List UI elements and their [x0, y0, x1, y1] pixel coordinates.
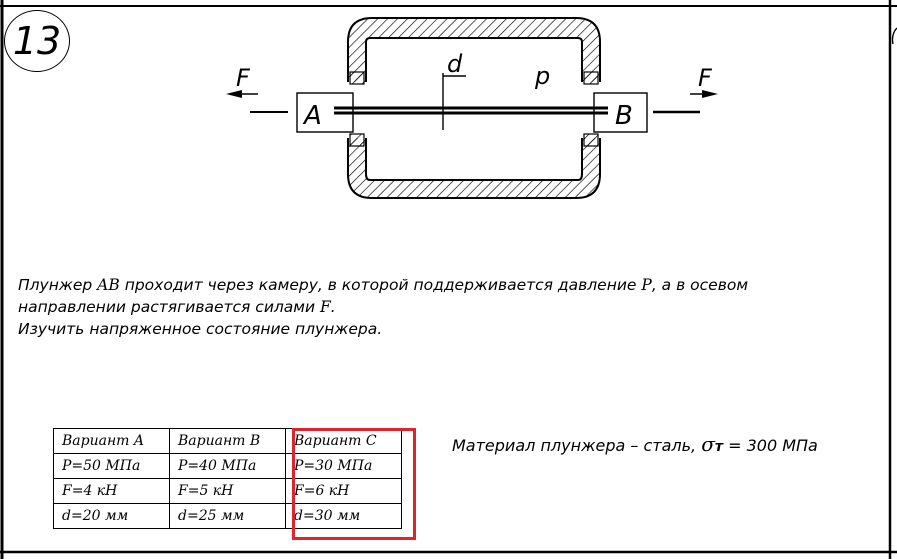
plunger-symbol: AB — [97, 276, 120, 294]
material-note — [452, 432, 818, 456]
yield-stress-value: = 300 МПа — [728, 436, 818, 455]
statement-line-1 — [18, 274, 878, 296]
point-b-label: B — [615, 101, 633, 131]
yield-stress-subscript: т — [714, 439, 723, 455]
statement-text: Плунжер — [18, 276, 93, 294]
statement-text: направлении растягивается силами — [18, 298, 316, 316]
table-cell: P=40 МПа — [170, 454, 286, 479]
force-label-left: F — [236, 64, 250, 92]
table-cell: P=50 МПа — [54, 454, 170, 479]
table-cell: F=5 кН — [170, 479, 286, 504]
pressure-label: p — [535, 62, 551, 90]
material-text: Материал плунжера – сталь, — [452, 436, 697, 455]
problem-statement — [18, 274, 878, 340]
statement-text: . — [330, 298, 336, 316]
statement-line-3: Изучить напряженное состояние плунжера. — [18, 320, 383, 338]
table-cell: F=6 кН — [286, 479, 402, 504]
table-cell: d=30 мм — [286, 504, 402, 529]
diameter-label: d — [447, 50, 463, 78]
table-cell: Вариант A — [54, 429, 170, 454]
table-row — [54, 504, 402, 529]
table-row — [54, 479, 402, 504]
force-symbol: F — [320, 298, 331, 316]
table-cell: d=20 мм — [54, 504, 170, 529]
variants-table — [53, 428, 402, 529]
problem-number: 13 — [4, 10, 70, 72]
statement-line-2 — [18, 296, 878, 318]
table-row — [54, 454, 402, 479]
table-cell: F=4 кН — [54, 479, 170, 504]
statement-text: проходит через камеру, в которой поддерживается давление — [124, 276, 637, 294]
force-label-right: F — [698, 64, 712, 92]
table-cell: d=25 мм — [170, 504, 286, 529]
yield-stress-symbol: σ — [701, 432, 715, 456]
pressure-symbol: P — [641, 276, 652, 294]
point-a-label: A — [304, 101, 322, 131]
table-row — [54, 429, 402, 454]
table-cell: Вариант B — [170, 429, 286, 454]
table-cell: Вариант C — [286, 429, 402, 454]
statement-text: , а в осевом — [651, 276, 749, 294]
table-cell: P=30 МПа — [286, 454, 402, 479]
